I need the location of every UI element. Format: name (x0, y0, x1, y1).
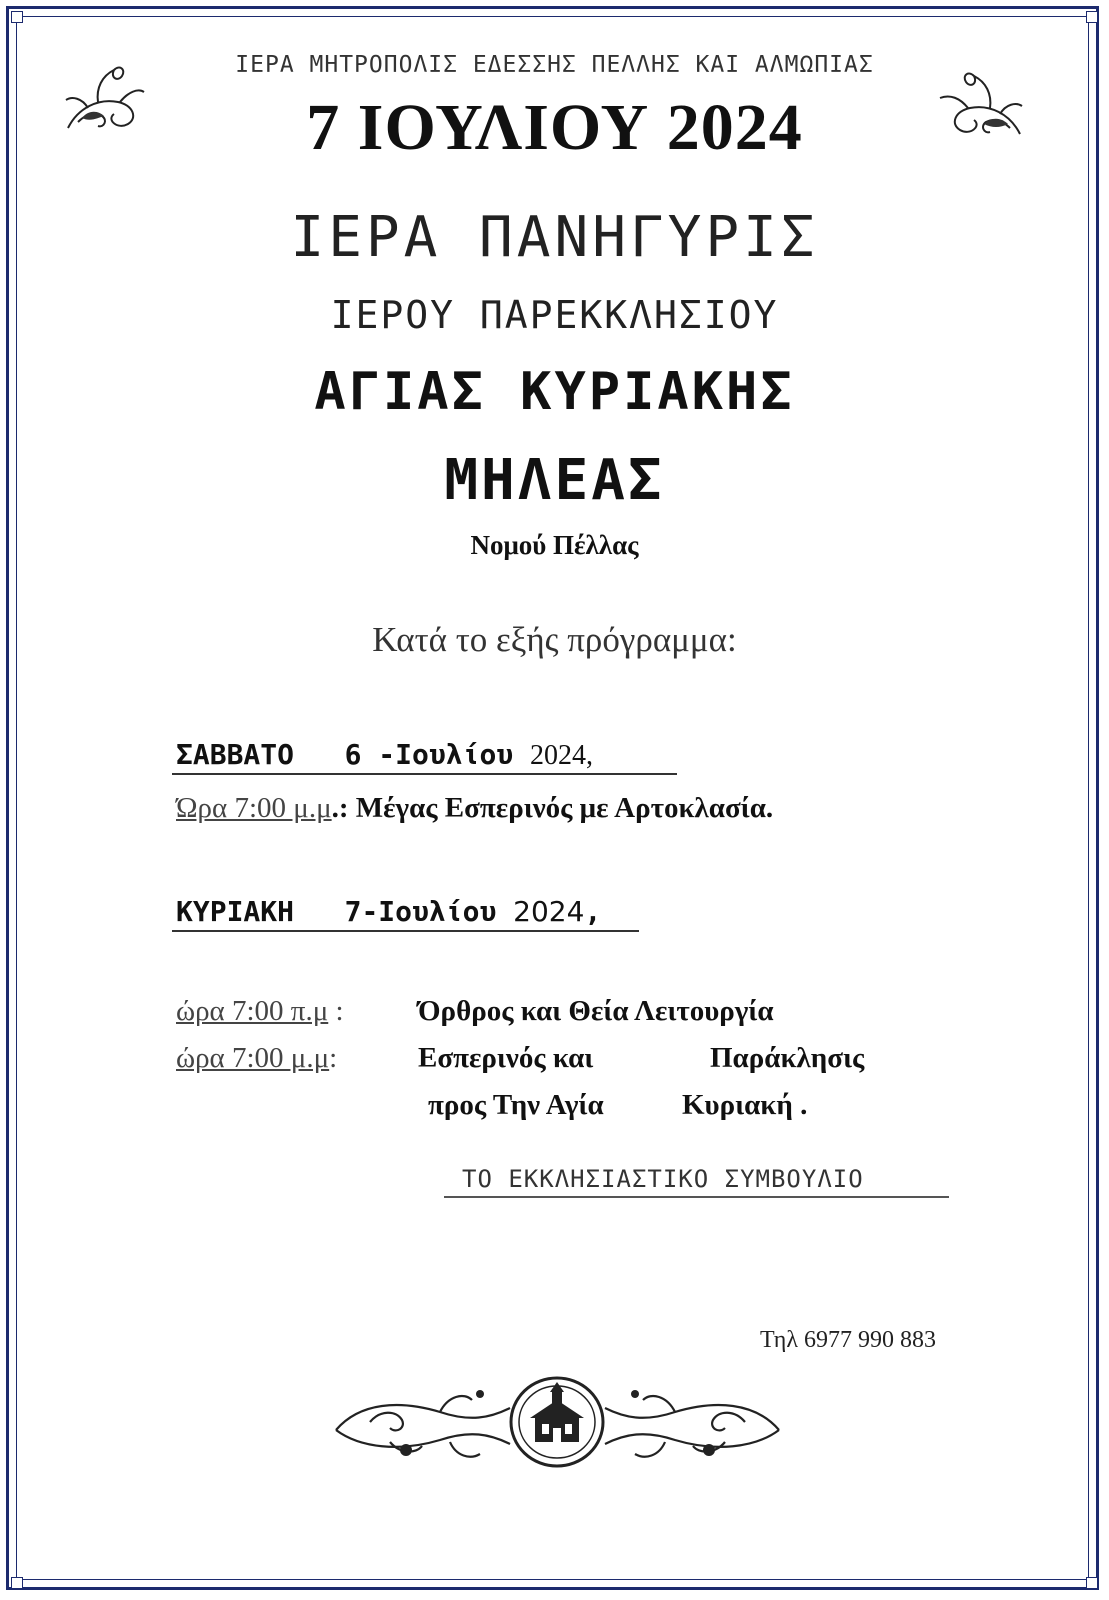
corner-square (1086, 11, 1098, 23)
event-continuation: προς Την Αγία (428, 1089, 604, 1121)
title-line-4: ΜΗΛΕΑΣ (444, 448, 665, 513)
sunday-heading (176, 895, 601, 928)
day-name: ΣΑΒΒΑΤΟ (176, 738, 295, 771)
event-time: ώρα 7:00 μ.μ (176, 1042, 330, 1074)
corner-square (1086, 1577, 1098, 1589)
phone-number: Τηλ 6977 990 883 (760, 1327, 936, 1353)
day-year: 2024 (513, 895, 585, 928)
title-line-1: ΙΕΡΑ ΠΑΝΗΓΥΡΙΣ (290, 205, 819, 270)
saturday-event (176, 792, 773, 825)
sunday-underline (172, 930, 639, 932)
floral-vignette-ornament (330, 1372, 785, 1472)
title-line-3: ΑΓΙΑΣ ΚΥΡΙΑΚΗΣ (314, 362, 795, 422)
event-date-title: 7 ΙΟΥΛΙΟΥ 2024 (306, 91, 803, 164)
event-description-continued: Παράκλησις (710, 1042, 865, 1074)
sunday-event-1 (176, 995, 344, 1028)
day-name: ΚΥΡΙΑΚΗ (176, 895, 295, 928)
event-time: ώρα 7:00 π.μ (176, 995, 329, 1027)
council-underline (444, 1196, 949, 1198)
saturday-heading (176, 738, 593, 772)
metropolis-header: ΙΕΡΑ ΜΗΤΡΟΠΟΛΙΣ ΕΔΕΣΣΗΣ ΠΕΛΛΗΣ ΚΑΙ ΑΛΜΩΠΙΑΣ (235, 52, 874, 78)
event-separator: .: (331, 792, 349, 824)
corner-square (11, 11, 23, 23)
saturday-underline (172, 773, 677, 775)
day-date: 6 -Ιουλίου (344, 738, 514, 771)
event-separator: : (328, 995, 344, 1027)
day-date: 7-Ιουλίου (344, 895, 497, 928)
event-description: Εσπερινός και (418, 1042, 594, 1074)
event-description: Όρθρος και Θεία Λειτουργία (418, 995, 774, 1027)
corner-square (11, 1577, 23, 1589)
day-comma: , (584, 895, 602, 928)
title-line-2: ΙΕΡΟΥ ΠΑΡΕΚΚΛΗΣΙΟΥ (330, 293, 779, 337)
church-council-signature: ΤΟ ΕΚΚΛΗΣΙΑΣΤΙΚΟ ΣΥΜΒΟΥΛΙΟ (462, 1165, 864, 1193)
event-continuation-end: Κυριακή . (682, 1089, 808, 1121)
event-description: Μέγας Εσπερινός με Αρτοκλασία. (355, 792, 774, 824)
title-line-5: Νομού Πέλλας (470, 530, 639, 560)
event-time: Ώρα 7:00 μ.μ (176, 792, 332, 824)
sunday-event-2 (176, 1042, 337, 1075)
day-year: 2024, (530, 740, 594, 771)
program-intro: Κατά το εξής πρόγραμμα: (372, 620, 737, 659)
event-separator: : (329, 1042, 338, 1074)
